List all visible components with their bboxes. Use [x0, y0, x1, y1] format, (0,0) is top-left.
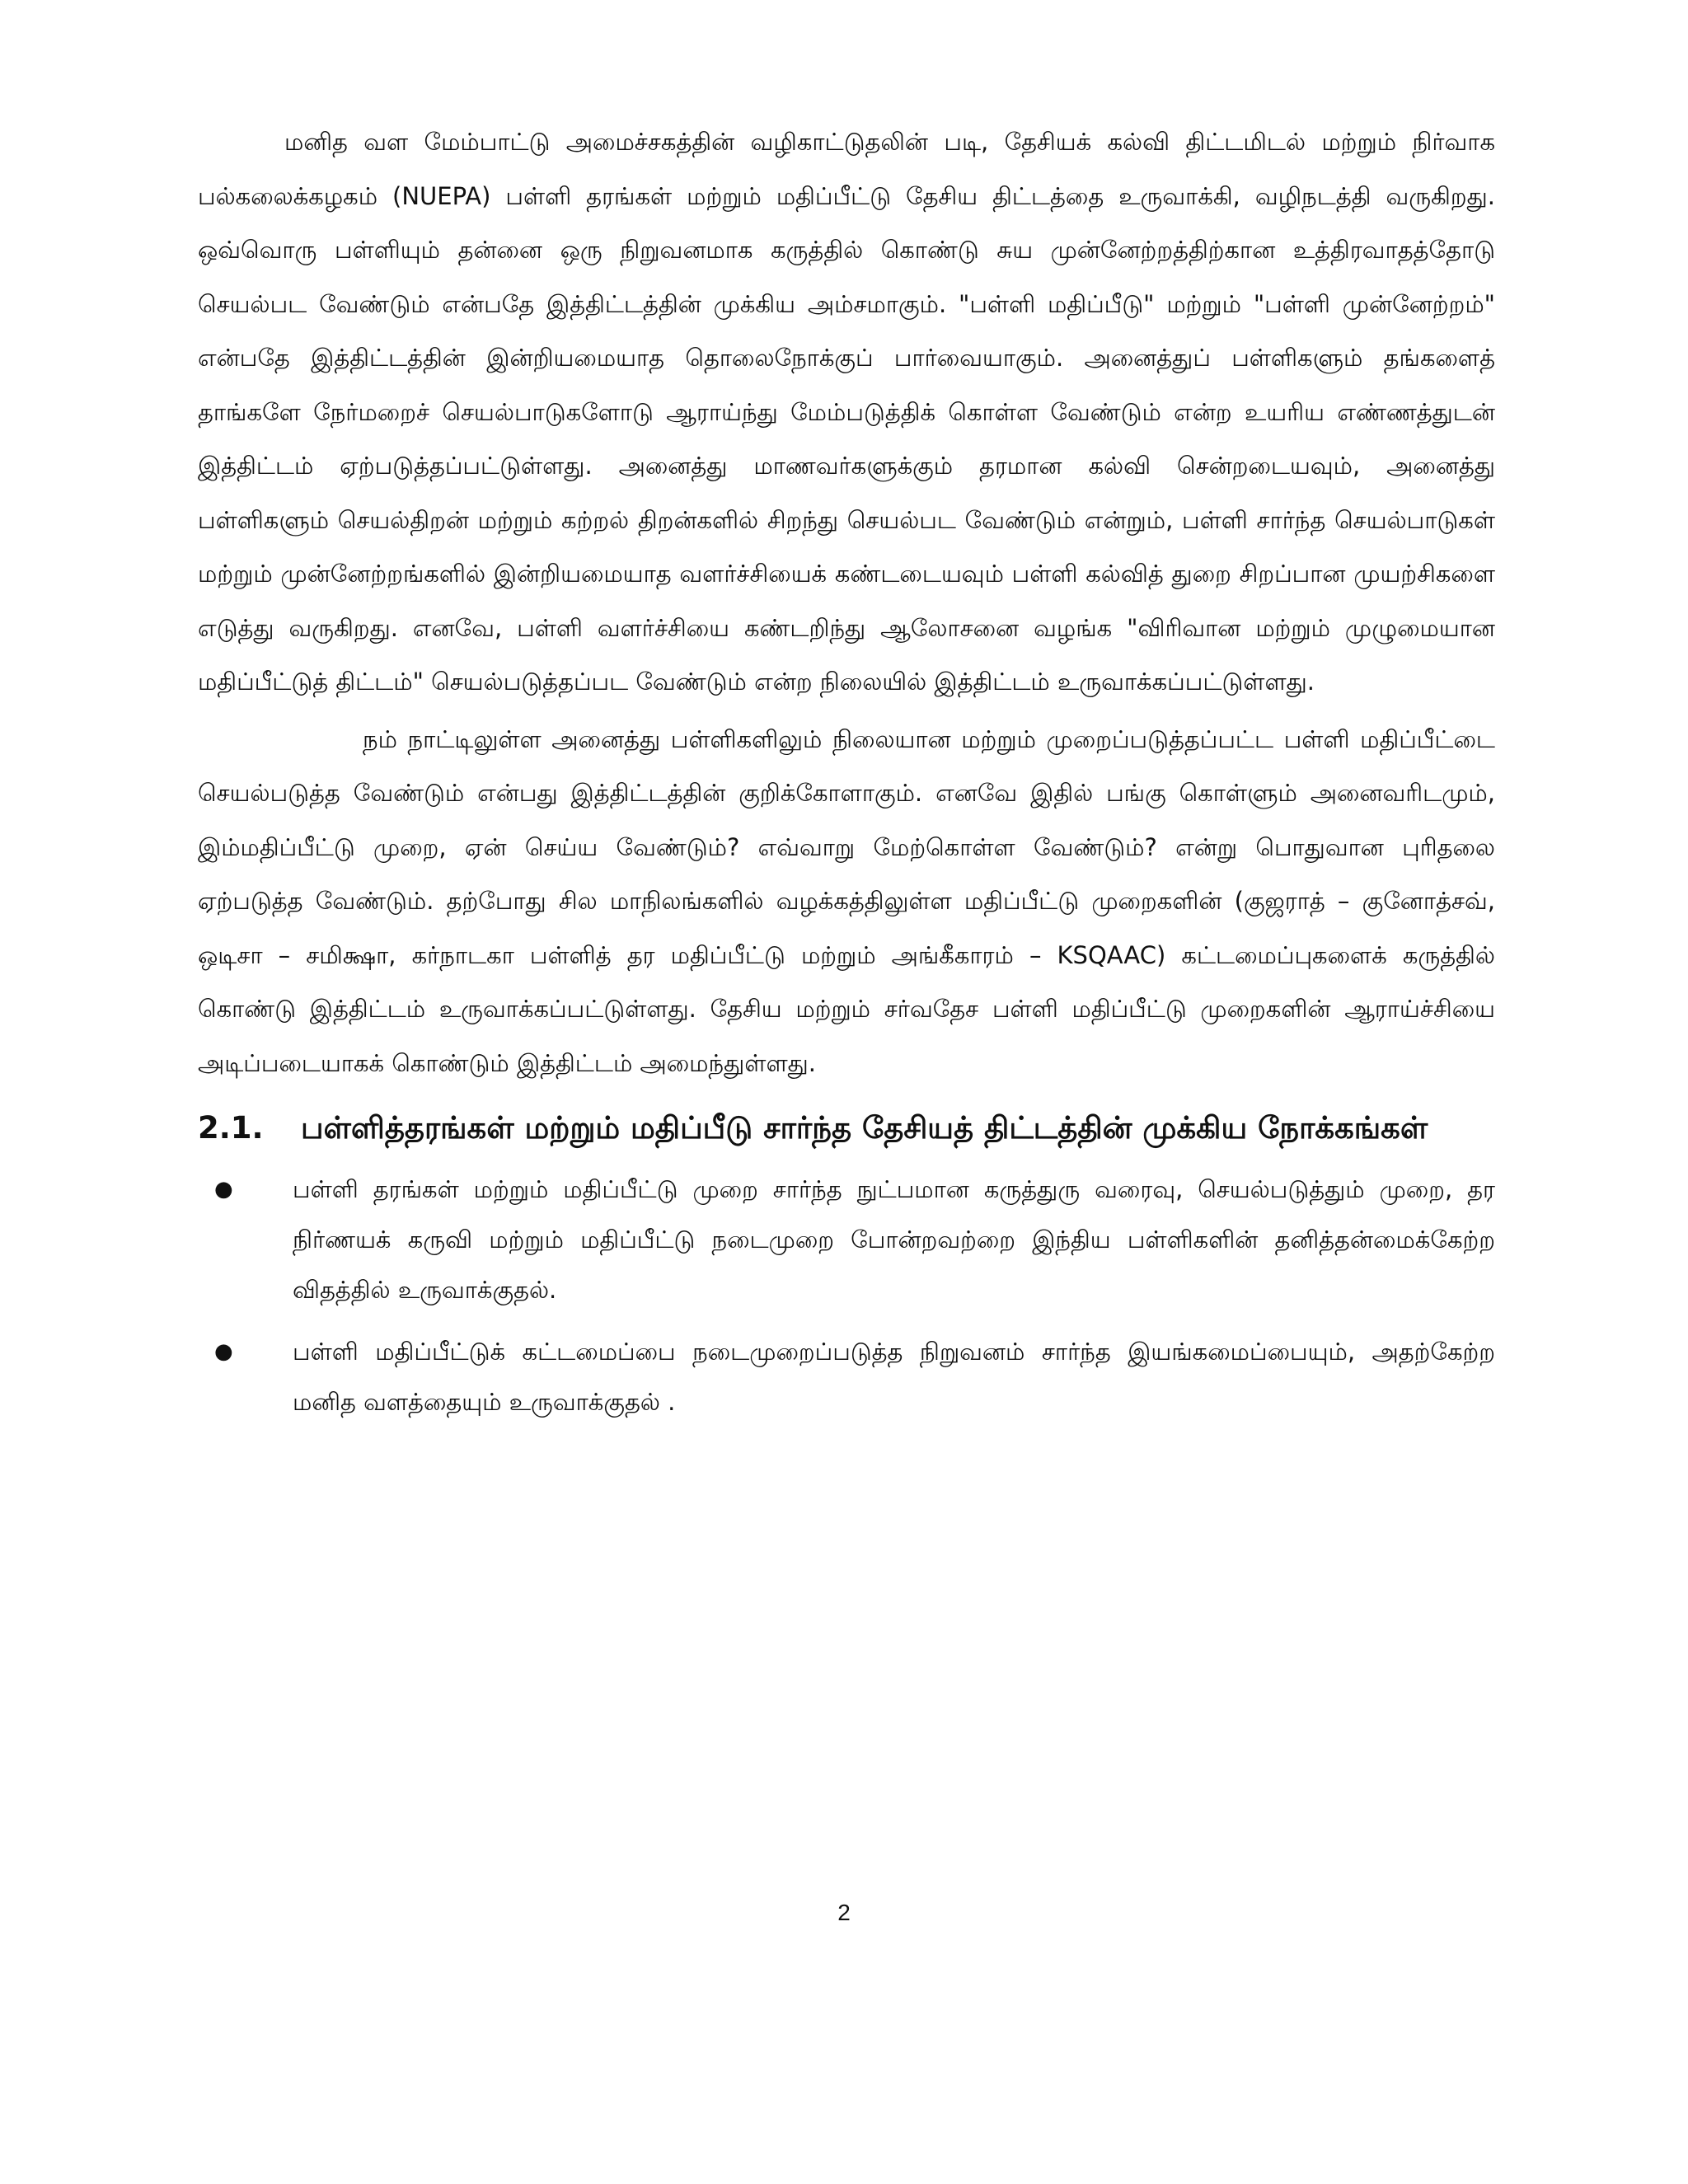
objectives-list — [198, 1165, 1495, 1427]
bullet-icon: ● — [214, 1177, 233, 1202]
list-item — [198, 1327, 1495, 1427]
bullet-icon: ● — [214, 1339, 233, 1364]
section-title: பள்ளித்தரங்கள் மற்றும் மதிப்பீடு சார்ந்த தேசியத் திட்டத்தின் முக்கிய நோக்கங்கள் — [301, 1110, 1428, 1146]
list-item-text: பள்ளி தரங்கள் மற்றும் மதிப்பீட்டு முறை சார்ந்த நுட்பமான கருத்துரு வரைவு, செயல்படுத்தும் முறை, தர நிர்ணயக் கருவி மற்றும் மதிப்பீட்டு நடைமுறை போன்றவற்றை இந்திய பள்ளிகளின் தனித்தன்மைக்கேற்ற விதத்தில் உருவாக்குதல். — [293, 1175, 1495, 1304]
body-paragraph-1: மனித வள மேம்பாட்டு அமைச்சகத்தின் வழிகாட்டுதலின் படி, தேசியக் கல்வி திட்டமிடல் மற்றும் நிர்வாக பல்கலைக்கழகம் (NUEPA) பள்ளி தரங்கள் மற்றும் மதிப்பீட்டு தேசிய திட்டத்தை உருவாக்கி, வழிநடத்தி வருகிறது. ஒவ்வொரு பள்ளியும் தன்னை ஒரு நிறுவனமாக கருத்தில் கொண்டு சுய முன்னேற்றத்திற்கான உத்திரவாதத்தோடு செயல்பட வேண்டும் என்பதே இத்திட்டத்தின் முக்கிய அம்சமாகும். "பள்ளி மதிப்பீடு" மற்றும் "பள்ளி முன்னேற்றம்" என்பதே இத்திட்டத்தின் இன்றியமையாத தொலைநோக்குப் பார்வையாகும். அனைத்துப் பள்ளிகளும் தங்களைத் தாங்களே நேர்மறைச் செயல்பாடுகளோடு ஆராய்ந்து மேம்படுத்திக் கொள்ள வேண்டும் என்ற உயரிய எண்ணத்துடன் இத்திட்டம் ஏற்படுத்தப்பட்டுள்ளது. அனைத்து மாணவர்களுக்கும் தரமான கல்வி சென்றடையவும், அனைத்து பள்ளிகளும் செயல்திறன் மற்றும் கற்றல் திறன்களில் சிறந்து செயல்பட வேண்டும் என்றும், பள்ளி சார்ந்த செயல்பாடுகள் மற்றும் முன்னேற்றங்களில் இன்றியமையாத வளர்ச்சியைக் கண்டடையவும் பள்ளி கல்வித் துறை சிறப்பான முயற்சிகளை எடுத்து வருகிறது. எனவே, பள்ளி வளர்ச்சியை கண்டறிந்து ஆலோசனை வழங்க "விரிவான மற்றும் முழுமையான மதிப்பீட்டுத் திட்டம்" செயல்படுத்தப்பட வேண்டும் என்ற நிலையில் இத்திட்டம் உருவாக்கப்பட்டுள்ளது. — [198, 128, 1495, 696]
section-number: 2.1. — [198, 1110, 264, 1146]
document-page — [198, 115, 1495, 1439]
page-number: 2 — [837, 1900, 851, 1925]
body-paragraph-2: நம் நாட்டிலுள்ள அனைத்து பள்ளிகளிலும் நிலையான மற்றும் முறைப்படுத்தப்பட்ட பள்ளி மதிப்பீட்டை செயல்படுத்த வேண்டும் என்பது இத்திட்டத்தின் குறிக்கோளாகும். எனவே இதில் பங்கு கொள்ளும் அனைவரிடமும், இம்மதிப்பீட்டு முறை, ஏன் செய்ய வேண்டும்? எவ்வாறு மேற்கொள்ள வேண்டும்? என்று பொதுவான புரிதலை ஏற்படுத்த வேண்டும். தற்போது சில மாநிலங்களில் வழக்கத்திலுள்ள மதிப்பீட்டு முறைகளின் (குஜராத் – குனோத்சவ், ஒடிசா – சமிக்ஷா, கர்நாடகா பள்ளித் தர மதிப்பீட்டு மற்றும் அங்கீகாரம் – KSQAAC) கட்டமைப்புகளைக் கருத்தில் கொண்டு இத்திட்டம் உருவாக்கப்பட்டுள்ளது. தேசிய மற்றும் சர்வதேச பள்ளி மதிப்பீட்டு முறைகளின் ஆராய்ச்சியை அடிப்படையாகக் கொண்டும் இத்திட்டம் அமைந்துள்ளது. — [198, 724, 1495, 1077]
list-item — [198, 1165, 1495, 1315]
list-item-text: பள்ளி மதிப்பீட்டுக் கட்டமைப்பை நடைமுறைப்படுத்த நிறுவனம் சார்ந்த இயங்கமைப்பையும், அதற்கேற்ற மனித வளத்தையும் உருவாக்குதல் . — [293, 1338, 1495, 1416]
section-heading — [198, 1099, 1495, 1158]
